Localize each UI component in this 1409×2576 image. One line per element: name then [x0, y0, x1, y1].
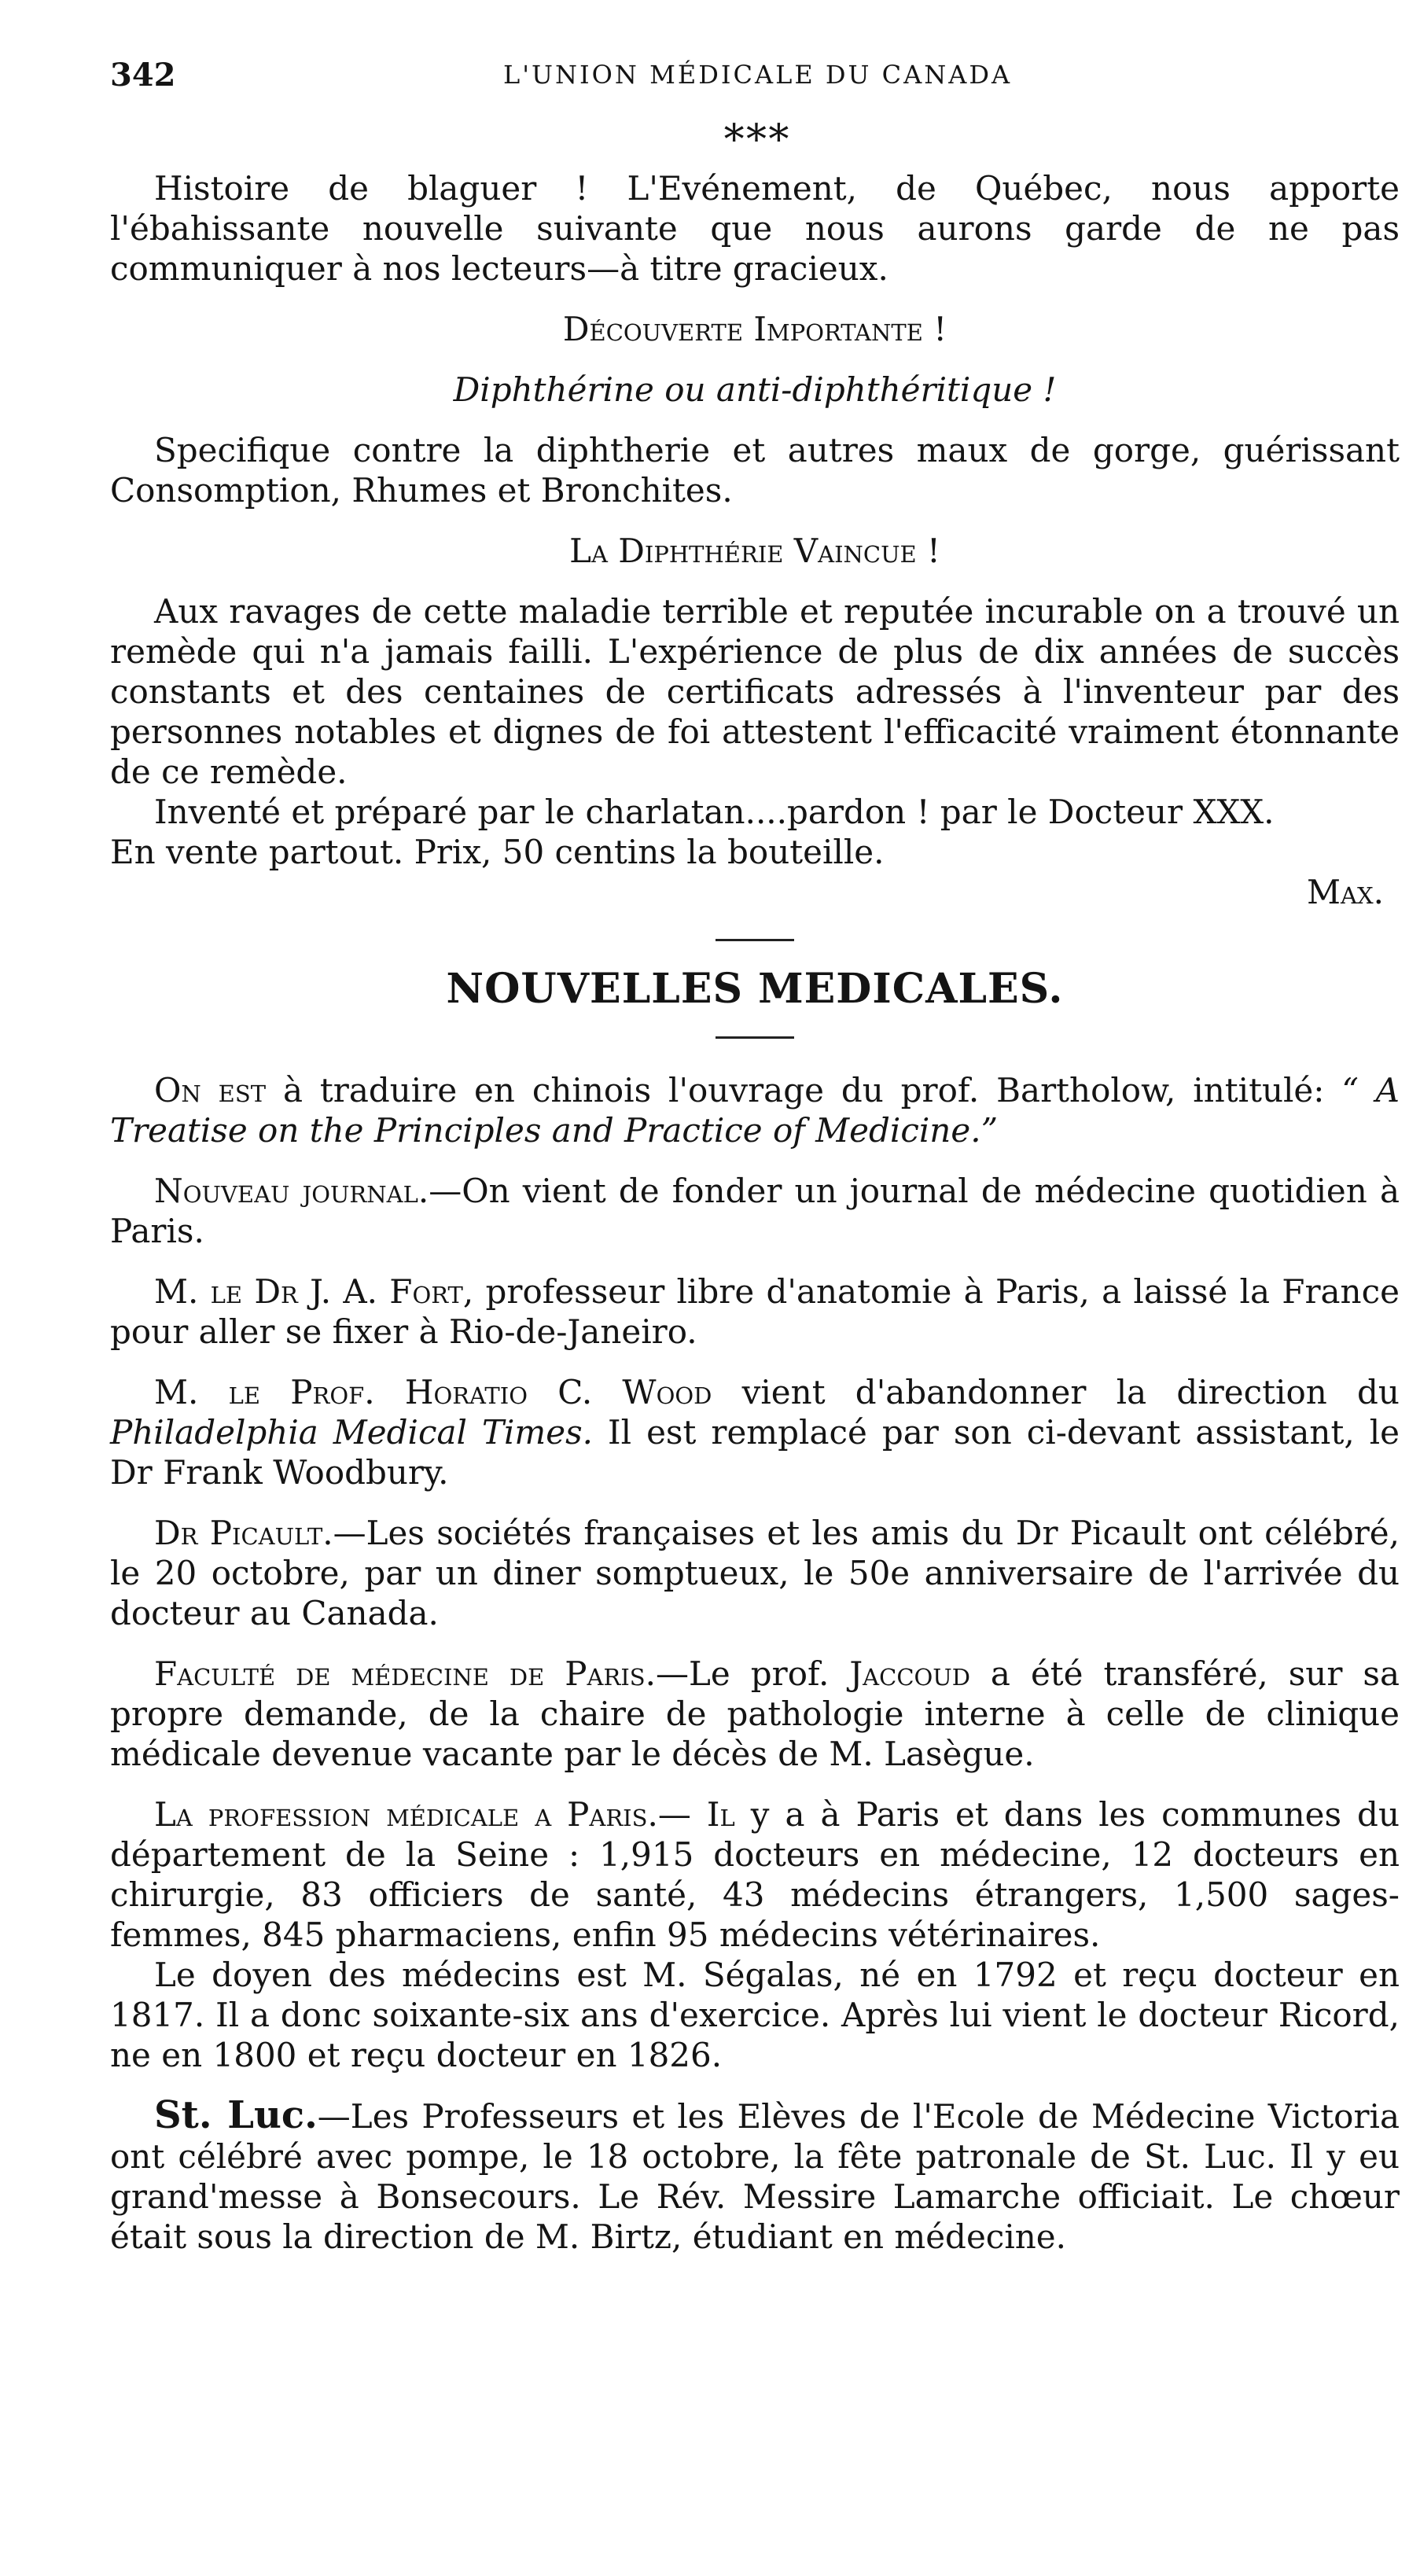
news-text: a été transféré, sur sa propre demande, de la chaire de pathologie interne à celle de clinique médicale devenue vacante par le décès de M. Lasègue.: [110, 1654, 1400, 1773]
paragraph-specifique: Specifique contre la diphtherie et autres maux de gorge, guérissant Consomption, Rhumes et Bronchites.: [110, 431, 1400, 510]
word-il: Il: [706, 1795, 735, 1834]
section-title: NOUVELLES MEDICALES.: [446, 965, 1064, 1013]
news-text: à traduire en chinois l'ouvrage du prof. Bartholow, intitulé:: [266, 1071, 1342, 1110]
paragraph-vente: En vente partout. Prix, 50 centins la bouteille.: [110, 833, 885, 871]
news-wood: [110, 1372, 1400, 1492]
news-stluc: [110, 2093, 1400, 2257]
intro-paragraph: Histoire de blaguer ! L'Evénement, de Québec, nous apporte l'ébahissante nouvelle suivante que nous aurons garde de ne pas communiquer à nos lecteurs—à titre gracieux.: [110, 169, 1400, 288]
paragraph-ravages: Aux ravages de cette maladie terrible et reputée incurable on a trouvé un remède qui n'a jamais failli. L'expérience de plus de dix années de succès constants et des centaines de certificats adressés à l'inventeur par des personnes notables et dignes de foi attestent l'efficacité vraiment étonnante de ce remède.: [110, 592, 1400, 791]
page: [110, 47, 1400, 2257]
paragraph-invente: Inventé et préparé par le charlatan....pardon ! par le Docteur XXX.: [154, 793, 1275, 831]
divider-top: [716, 939, 794, 941]
news-lead: Nouveau journal.: [154, 1172, 429, 1210]
signature: Max.: [1307, 873, 1384, 911]
news-text: —: [657, 1795, 707, 1834]
running-title: L'UNION MÉDICALE DU CANADA: [503, 60, 1013, 90]
news-lead: Faculté de médecine de Paris.: [154, 1654, 657, 1693]
news-text: vient d'abandonner la direction du: [712, 1373, 1400, 1411]
journal-title: Philadelphia Medical Times.: [110, 1413, 594, 1452]
news-lead: La profession médicale a Paris.: [154, 1795, 658, 1834]
running-header: [110, 47, 1400, 104]
news-text: professeur libre d'anatomie à Paris, a laissé la France pour aller se fixer à Rio-de-Janeiro.: [110, 1272, 1400, 1351]
news-text: —On vient de fonder un journal de médecine quotidien à Paris.: [110, 1172, 1400, 1250]
news-lead: M. le Prof. Horatio C. Wood: [154, 1373, 712, 1411]
heading-diphtherie-vaincue: La Diphthérie Vaincue !: [569, 532, 940, 570]
divider-bottom: [716, 1036, 794, 1039]
news-faculte: [110, 1654, 1400, 1774]
news-fort: [110, 1271, 1400, 1352]
book-title: “ A Treatise on the Principles and Practice of Medicine.”: [110, 1071, 1400, 1150]
news-text: Il est remplacé par son ci-devant assistant, le Dr Frank Woodbury.: [110, 1413, 1400, 1492]
news-lead: Dr Picault.: [154, 1514, 333, 1552]
news-bartholow: [110, 1070, 1400, 1150]
news-text: y a à Paris et dans les communes du département de la Seine : 1,915 docteurs en médecine, 12 docteurs en chirurgie, 83 officiers de santé, 43 médecins étrangers, 1,500 sages-femmes, 845 pharmaciens, enfin 95 médecins vétérinaires.: [110, 1795, 1400, 1954]
news-lead: St. Luc.: [154, 2093, 318, 2137]
news-lead: M. le Dr J. A. Fort,: [154, 1272, 474, 1311]
news-lead: On est: [154, 1071, 267, 1110]
asterism: * * *: [723, 116, 786, 164]
heading-decouverte: Découverte Importante !: [562, 310, 947, 348]
heading-diphtherine: Diphthérine ou anti-diphthéritique !: [453, 370, 1057, 409]
news-text: —Les sociétés françaises et les amis du Dr Picault ont célébré, le 20 octobre, par un diner somptueux, le 50e anniversaire de l'arrivée du docteur au Canada.: [110, 1514, 1400, 1632]
page-number: 342: [110, 57, 176, 94]
name-jaccoud: Jaccoud: [849, 1654, 970, 1693]
news-text: —Le prof.: [656, 1654, 850, 1693]
news-profession: [110, 1794, 1400, 1955]
news-picault: [110, 1513, 1400, 1633]
news-journal: [110, 1171, 1400, 1251]
news-profession-doyen: Le doyen des médecins est M. Ségalas, né en 1792 et reçu docteur en 1817. Il a donc soixante-six ans d'exercice. Après lui vient le docteur Ricord, ne en 1800 et reçu docteur en 1826.: [110, 1956, 1400, 2074]
news-text: —Les Professeurs et les Elèves de l'Ecole de Médecine Victoria ont célébré avec pompe, le 18 octobre, la fête patronale de St. Luc. Il y eu grand'messe à Bonsecours. Le Rév. Messire Lamarche officiait. Le chœur était sous la direction de M. Birtz, étudiant en médecine.: [110, 2097, 1400, 2256]
